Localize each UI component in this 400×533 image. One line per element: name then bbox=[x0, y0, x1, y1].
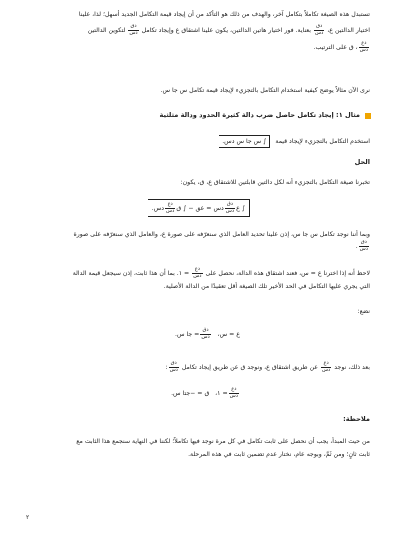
fraction-dv-dx: $\frac{\text{دق}}{\text{دس}}$ bbox=[315, 24, 324, 36]
formula-box: ∫ ع $\frac{\text{دق}}{\text{دس}}$ دس = عق − ∫ ق $\frac{\text{دع}}{\text{دس}}$ دس. bbox=[148, 199, 250, 217]
note-line-1: من حيث المبدأ، يجب أن نحصل على ثابت تكامل في كل مرة نوجد فيها تكاملاً؛ لكننا في النهاية سنجمع هذا الثابت مع bbox=[76, 438, 370, 445]
note-line-2: ثابت ثانٍ؛ ومن ثَمَّ، وبوجه عام، نختار عدم تضمين ثابت في هذه المرحلة. bbox=[188, 451, 370, 458]
paragraph-1-line-2: اختيار الدالتين ع، $\frac{\text{دق}}{\text{دس}}$ بعناية. فور اختيار هاتين الدالتين، يكون علينا اشتقاق ع وإيجاد تكامل $\frac{\text{دق}}{\text{دس}}$ لتكوين الدالتين bbox=[87, 24, 370, 36]
by-parts-formula bbox=[148, 199, 250, 217]
paragraph-1-line-3: $\frac{\text{دع}}{\text{دس}}$ ، ق على الترتيب. bbox=[313, 41, 368, 53]
let-equations: ع = س، $\frac{\text{دق}}{\text{دس}}$ = جا س. bbox=[175, 327, 240, 340]
page-number: ٢ bbox=[26, 514, 30, 521]
let-label: نضع: bbox=[357, 308, 370, 315]
example-title: مثال ١: إيجاد تكامل حاصل ضرب دالة كثيرة الحدود ودالة مثلثية bbox=[159, 111, 360, 119]
solution-paragraph-2-line-1: وبما أننا نوجد تكامل س جا س، إذن علينا تحديد العامل الذي سنعرّفه على صورة ع، والعامل الذي سنعرّفه على صورة bbox=[73, 231, 370, 238]
integral-box: ∫ س جا س دس. bbox=[219, 135, 270, 148]
solution-paragraph-4: بعد ذلك، نوجد $\frac{\text{دع}}{\text{دس}}$ عن طريق اشتقاق ع، ونوجد ق عن طريق إيجاد تكامل $\frac{\text{دق}}{\text{دس}}$ : bbox=[165, 361, 370, 373]
fraction-dv-dx-2: $\frac{\text{دق}}{\text{دس}}$ bbox=[129, 24, 138, 36]
paragraph-1-line-1: تستبدل هذه الصيغة تكاملاً بتكامل آخر، والهدف من ذلك هو التأكد من أن إيجاد قيمة التكامل الجديد أسهل؛ لذا، علينا bbox=[78, 11, 370, 18]
paragraph-2: نرى الآن مثالاً يوضح كيفية استخدام التكامل بالتجزيء لإيجاد قيمة تكامل س جا س. bbox=[160, 87, 370, 94]
example-marker-square bbox=[365, 113, 371, 119]
note-heading: ملاحظة: bbox=[343, 415, 370, 423]
solution-paragraph-3-line-2: التي يجري عليها التكامل في الحد الأخير تلك الصيغة أقل تعقيدًا من الدالة الأصلية. bbox=[163, 283, 370, 290]
fraction-du-dx: $\frac{\text{دع}}{\text{دس}}$ bbox=[359, 41, 368, 53]
solution-paragraph-3-line-1: لاحظ أنه إذا اخترنا ع = س، فعند اشتقاق هذه الدالة، نحصل على $\frac{\text{دع}}{\text{دس}}$ = ١. بما أن هذا ثابت، إذن سيجعل قيمة الدالة bbox=[72, 267, 370, 279]
solution-paragraph-1: تخبرنا صيغة التكامل بالتجزيء أنه لكل دالتين قابلتين للاشتقاق ع، ق، يكون: bbox=[180, 179, 370, 186]
example-prompt: استخدم التكامل بالتجزيء لإيجاد قيمة ∫ س جا س دس. bbox=[20, 135, 370, 148]
solution-paragraph-2-line-2: $\frac{\text{دق}}{\text{دس}}$ . bbox=[355, 240, 368, 252]
result-equations: $\frac{\text{دع}}{\text{دس}}$ = ١، ق = −جتا س. bbox=[171, 386, 238, 399]
solution-heading: الحل bbox=[354, 158, 370, 166]
